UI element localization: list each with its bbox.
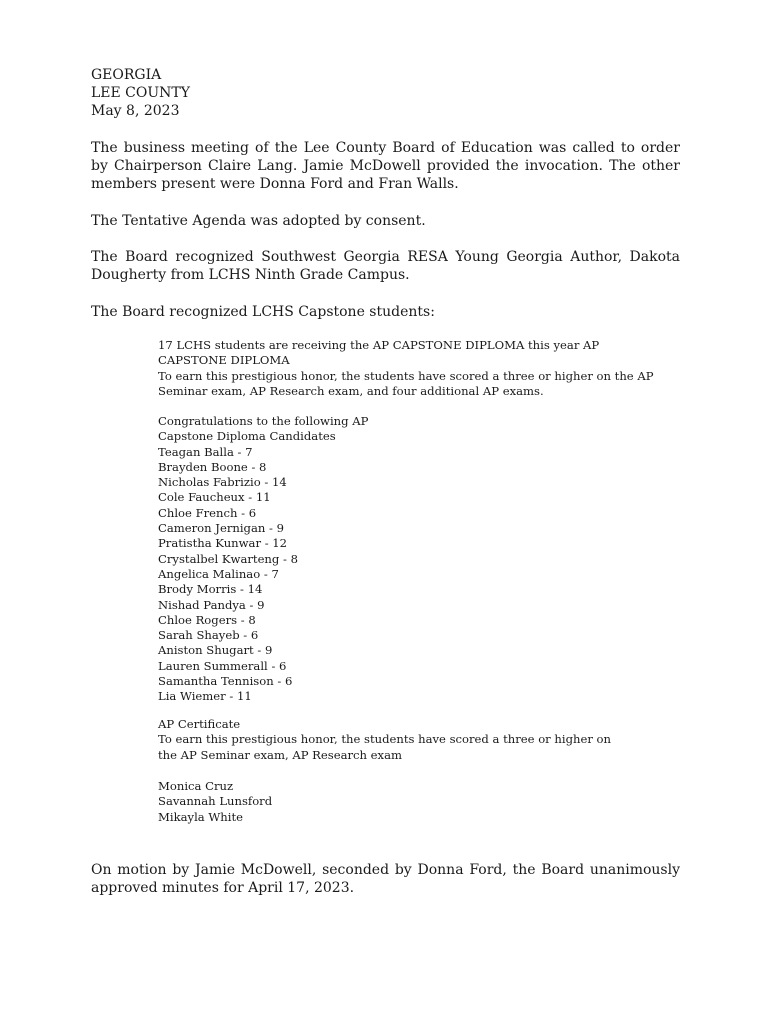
candidates-heading: Congratulations to the following AP — [158, 414, 369, 428]
document-header — [91, 66, 680, 121]
candidate-item: Lauren Summerall - 6 — [158, 658, 287, 673]
candidates-section — [158, 414, 683, 705]
candidate-item: Lia Wiemer - 11 — [158, 689, 252, 704]
diploma-line: To earn this prestigious honor, the students have scored a three or higher on the AP — [158, 368, 654, 383]
candidate-item: Sarah Shayeb - 6 — [158, 628, 259, 643]
header-date: May 8, 2023 — [91, 103, 180, 120]
capstone-intro-paragraph: The Board recognized LCHS Capstone students: — [91, 304, 435, 320]
candidate-item: Samantha Tennison - 6 — [158, 674, 293, 689]
candidate-item: Angelica Malinao - 7 — [158, 566, 279, 581]
certificate-section — [158, 717, 683, 763]
candidate-item: Aniston Shugart - 9 — [158, 643, 273, 658]
certificate-student: Mikayla White — [158, 809, 243, 824]
diploma-line: 17 LCHS students are receiving the AP CAPSTONE DIPLOMA this year AP — [158, 338, 600, 352]
certificate-student: Monica Cruz — [158, 779, 234, 793]
candidate-item: Nishad Pandya - 9 — [158, 597, 265, 612]
candidate-item: Teagan Balla - 7 — [158, 444, 253, 459]
candidate-item: Nicholas Fabrizio - 14 — [158, 475, 287, 490]
candidate-item: Cole Faucheux - 11 — [158, 490, 271, 505]
candidate-item: Cameron Jernigan - 9 — [158, 521, 285, 536]
diploma-line: Seminar exam, AP Research exam, and four additional AP exams. — [158, 383, 544, 398]
diploma-description — [158, 338, 683, 399]
candidate-item: Pratistha Kunwar - 12 — [158, 536, 288, 551]
candidate-item: Crystalbel Kwarteng - 8 — [158, 551, 298, 566]
certificate-line: To earn this prestigious honor, the students have scored a three or higher on — [158, 732, 611, 747]
header-state: GEORGIA — [91, 67, 162, 83]
call-to-order-paragraph: The business meeting of the Lee County Board of Education was called to order by Chairperson Claire Lang. Jamie McDowell provided the invocation. The other members present were Donna Ford and Fran Walls. — [91, 140, 680, 193]
resa-recognition-paragraph: The Board recognized Southwest Georgia RESA Young Georgia Author, Dakota Dougherty from LCHS Ninth Grade Campus. — [91, 249, 680, 284]
diploma-line: CAPSTONE DIPLOMA — [158, 353, 290, 368]
motion-paragraph: On motion by Jamie McDowell, seconded by Donna Ford, the Board unanimously approved minutes for April 17, 2023. — [91, 862, 680, 897]
candidates-heading: Capstone Diploma Candidates — [158, 429, 336, 444]
candidate-item: Brayden Boone - 8 — [158, 459, 267, 474]
header-county: LEE COUNTY — [91, 85, 191, 102]
certificate-title: AP Certificate — [158, 717, 241, 731]
agenda-paragraph: The Tentative Agenda was adopted by consent. — [91, 213, 426, 229]
certificate-student: Savannah Lunsford — [158, 794, 273, 809]
candidate-item: Brody Morris - 14 — [158, 582, 263, 597]
certificate-students — [158, 779, 683, 825]
candidate-item: Chloe French - 6 — [158, 505, 257, 520]
candidate-item: Chloe Rogers - 8 — [158, 612, 256, 627]
certificate-line: the AP Seminar exam, AP Research exam — [158, 747, 402, 762]
